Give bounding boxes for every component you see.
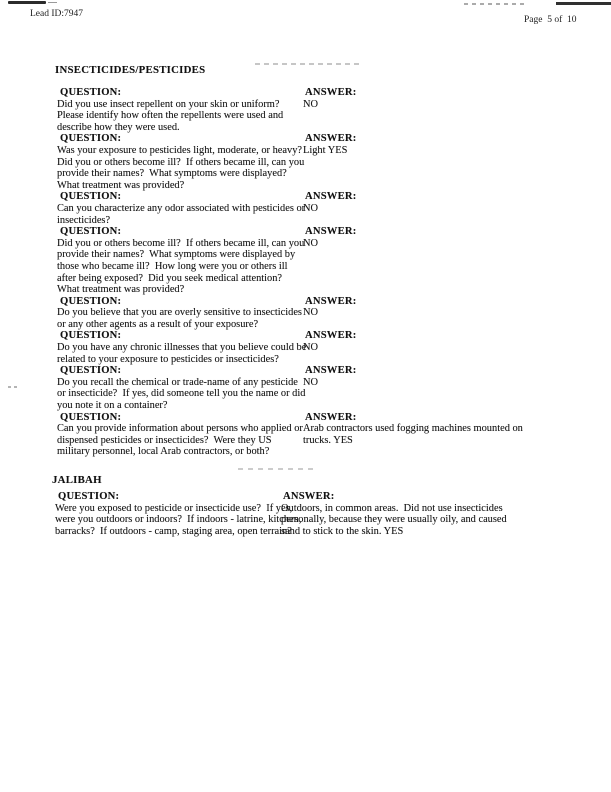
text-line: What treatment was provided? (57, 284, 185, 296)
text-line: Did you or others become ill? If others became ill, can you (57, 156, 305, 168)
question-text (57, 99, 303, 134)
text-line: NO (303, 237, 319, 249)
qa-block (57, 296, 523, 331)
page-number: Page 5 of 10 (524, 15, 577, 25)
question-label: QUESTION: (60, 87, 122, 98)
text-line: NO (303, 202, 319, 214)
answer-text (303, 377, 523, 389)
question-label: QUESTION: (60, 191, 122, 203)
scan-artifact (8, 1, 46, 4)
text-line: were you outdoors or indoors? If indoors - latrine, kitchen, (55, 514, 302, 526)
text-line: NO (303, 376, 319, 388)
answer-text (303, 423, 523, 446)
answer-column (303, 87, 523, 133)
answer-column (303, 330, 523, 365)
scan-artifact (556, 2, 611, 5)
question-text (57, 238, 303, 296)
question-label: QUESTION: (58, 491, 120, 502)
text-line: barracks? If outdoors - camp, staging area, open terrain? (55, 525, 292, 537)
text-line: or insecticide? If yes, did someone tell you the name or did (57, 388, 306, 400)
answer-text (303, 238, 523, 250)
question-column (57, 330, 307, 365)
question-text (55, 502, 302, 538)
text-line: you note it on a container? (57, 400, 168, 412)
text-line: personally, because they were usually oily, and caused (281, 514, 507, 526)
text-line: Do you believe that you are overly sensitive to insecticides (57, 307, 302, 319)
text-line: Do you have any chronic illnesses that you believe could be (57, 342, 307, 354)
text-line: or any other agents as a result of your exposure? (57, 318, 259, 330)
question-column (57, 191, 306, 226)
text-line: Do you recall the chemical or trade-name of any pesticide (57, 376, 298, 388)
text-line: NO (303, 98, 319, 110)
answer-column (303, 365, 523, 411)
answer-column (303, 226, 523, 296)
answer-text (303, 99, 523, 111)
answer-label: ANSWER: (305, 191, 357, 203)
answer-text (303, 145, 523, 157)
text-line: Can you characterize any odor associated with pesticides or (57, 202, 306, 214)
section-insecticides-pesticides (55, 64, 523, 458)
question-text (57, 423, 303, 458)
text-line: Light YES (303, 144, 348, 156)
question-text (57, 145, 303, 191)
text-line: those who became ill? How long were you or others ill (57, 260, 288, 272)
answer-column (303, 191, 523, 226)
qa-list (55, 87, 523, 458)
answer-text (303, 203, 523, 215)
qa-list (52, 491, 523, 537)
qa-block (57, 87, 523, 133)
section-heading: JALIBAH (52, 474, 102, 486)
question-text (57, 342, 307, 365)
question-label: QUESTION: (60, 133, 122, 145)
answer-column (303, 412, 523, 458)
answer-label: ANSWER: (305, 226, 357, 238)
answer-label: ANSWER: (305, 295, 357, 307)
text-line: describe how they were used. (57, 121, 180, 133)
text-line: Did you use insect repellent on your skin or uniform? (57, 98, 280, 110)
answer-label: ANSWER: (305, 365, 357, 377)
text-line: military personnel, local Arab contractors, or both? (57, 446, 270, 458)
text-line: Was your exposure to pesticides light, moderate, or heavy? (57, 144, 303, 156)
text-line: after being exposed? Did you seek medical attention? (57, 272, 283, 284)
question-column (57, 412, 303, 458)
text-line: Arab contractors used fogging machines mounted on (303, 423, 523, 435)
text-line: provide their names? What symptoms were displayed by (57, 249, 296, 261)
answer-text (281, 503, 523, 538)
question-label: QUESTION: (60, 411, 122, 423)
question-column (57, 226, 303, 296)
scan-artifact (48, 2, 57, 3)
qa-block (57, 191, 523, 226)
question-column (55, 491, 302, 537)
qa-block (57, 226, 523, 296)
qa-block (57, 365, 523, 411)
text-line: NO (303, 307, 319, 319)
qa-block (57, 133, 523, 191)
text-line: Outdoors, in common areas. Did not use insecticides (281, 502, 503, 514)
answer-label: ANSWER: (305, 87, 357, 98)
answer-label: ANSWER: (305, 133, 357, 145)
text-line: related to your exposure to pesticides or insecticides? (57, 353, 279, 365)
question-label: QUESTION: (60, 330, 122, 342)
section-jalibah (52, 474, 523, 537)
page-content (0, 64, 523, 537)
section-heading: INSECTICIDES/PESTICIDES (55, 64, 206, 76)
answer-column (281, 491, 523, 537)
text-line: dispensed pesticides or insecticides? Were they US (57, 434, 272, 446)
answer-label: ANSWER: (305, 330, 357, 342)
text-line: What treatment was provided? (57, 179, 185, 191)
text-line: Were you exposed to pesticide or insecticide use? If yes, (55, 502, 293, 514)
question-label: QUESTION: (60, 365, 122, 377)
question-text (57, 376, 306, 412)
answer-column (303, 296, 523, 331)
lead-id: Lead ID:7947 (30, 9, 84, 19)
answer-column (303, 133, 523, 191)
text-line: Please identify how often the repellents were used and (57, 110, 284, 122)
answer-text (303, 342, 523, 354)
question-column (57, 87, 303, 133)
question-column (57, 296, 303, 331)
text-line: NO (303, 342, 319, 354)
question-text (57, 202, 306, 226)
qa-block (55, 491, 523, 537)
qa-block (57, 330, 523, 365)
question-label: QUESTION: (60, 226, 122, 238)
text-line: provide their names? What symptoms were displayed? (57, 168, 287, 180)
text-line: sand to stick to the skin. YES (281, 525, 404, 537)
question-column (57, 133, 303, 191)
text-line: insecticides? (57, 214, 111, 226)
qa-block (57, 412, 523, 458)
scan-artifact (464, 3, 526, 5)
question-label: QUESTION: (60, 295, 122, 307)
answer-text (303, 307, 523, 319)
text-line: Did you or others become ill? If others became ill, can you (57, 237, 305, 249)
question-text (57, 307, 303, 330)
text-line: Can you provide information about persons who applied or (57, 423, 303, 435)
answer-label: ANSWER: (283, 491, 335, 502)
question-column (57, 365, 306, 412)
text-line: trucks. YES (303, 434, 353, 446)
answer-label: ANSWER: (305, 411, 357, 423)
